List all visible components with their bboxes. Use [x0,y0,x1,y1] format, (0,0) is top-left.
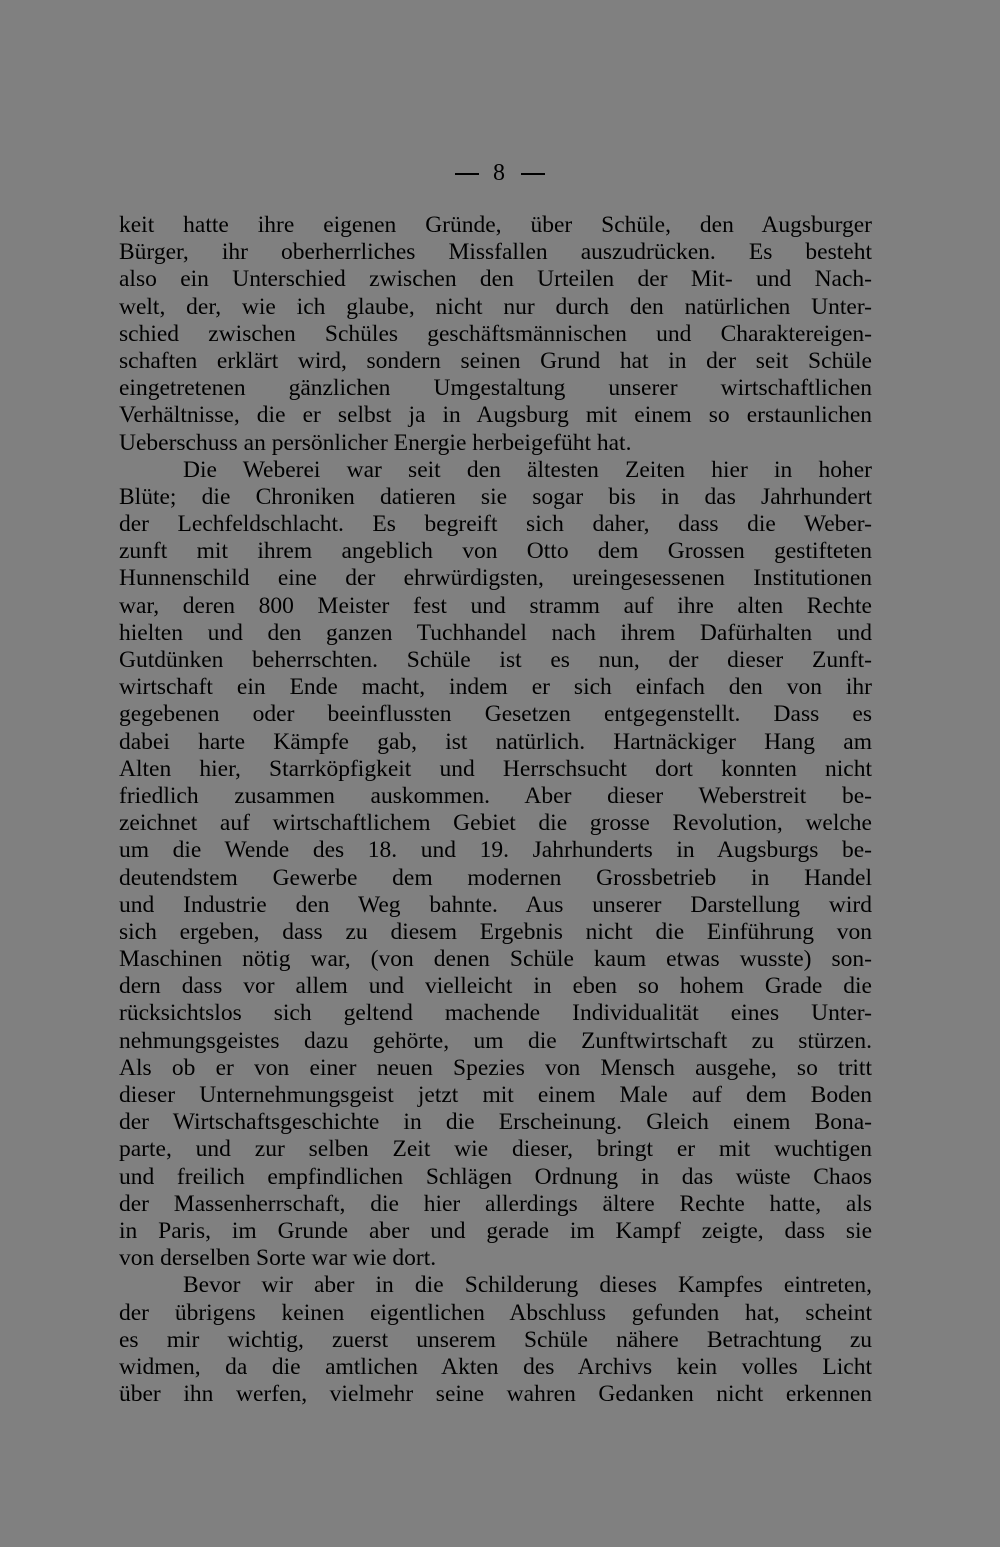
text-line: deutendstem Gewerbe dem modernen Grossbetrieb in Handel [119,864,872,891]
text-line: der Wirtschaftsgeschichte in die Erscheinung. Gleich einem Bona- [119,1109,872,1136]
text-line: der Lechfeldschlacht. Es begreift sich daher, dass die Weber- [119,511,872,538]
text-line: Als ob er von einer neuen Spezies von Mensch ausgehe, so tritt [119,1054,872,1081]
text-line: Ueberschuss an persönlicher Energie herbeigefüht hat. [119,429,632,456]
text-line: zeichnet auf wirtschaftlichem Gebiet die grosse Revolution, welche [119,810,872,837]
text-line: parte, und zur selben Zeit wie dieser, bringt er mit wuchtigen [119,1136,872,1163]
text-line: rücksichtslos sich geltend machende Individualität eines Unter- [119,1000,872,1027]
text-line: friedlich zusammen auskommen. Aber dieser Weberstreit be- [119,782,872,809]
body-text [119,212,872,1408]
text-line: und freilich empfindlichen Schlägen Ordnung in das wüste Chaos [119,1163,872,1190]
text-line: wirtschaft ein Ende macht, indem er sich einfach den von ihr [119,674,872,701]
text-line: um die Wende des 18. und 19. Jahrhunderts in Augsburgs be- [119,837,872,864]
text-line: eingetretenen gänzlichen Umgestaltung unserer wirtschaftlichen [119,375,872,402]
text-line: Maschinen nötig war, (von denen Schüle kaum etwas wusste) son- [119,946,872,973]
text-line: dern dass vor allem und vielleicht in eben so hohem Grade die [119,973,872,1000]
text-line: widmen, da die amtlichen Akten des Archivs kein volles Licht [119,1353,872,1380]
text-line: über ihn werfen, vielmehr seine wahren Gedanken nicht erkennen [119,1381,872,1408]
text-line: Verhältnisse, die er selbst ja in Augsburg mit einem so erstaunlichen [119,402,872,429]
text-line: Bevor wir aber in die Schilderung dieses Kampfes eintreten, [183,1272,872,1299]
text-line: nehmungsgeistes dazu gehörte, um die Zunftwirtschaft zu stürzen. [119,1027,872,1054]
page-number-value: 8 [493,160,507,186]
text-line: der übrigens keinen eigentlichen Abschluss gefunden hat, scheint [119,1299,872,1326]
text-line: Die Weberei war seit den ältesten Zeiten hier in hoher [183,456,872,483]
text-line: dieser Unternehmungsgeist jetzt mit einem Male auf dem Boden [119,1082,872,1108]
text-line: Bürger, ihr oberherrliches Missfallen auszudrücken. Es besteht [119,239,872,266]
text-line: Gutdünken beherrschten. Schüle ist es nun, der dieser Zunft- [119,647,872,673]
text-line: war, deren 800 Meister fest und stramm auf ihre alten Rechte [119,592,872,619]
page-number-dash-right [521,173,545,175]
text-line: sich ergeben, dass zu diesem Ergebnis nicht die Einführung von [119,918,872,945]
text-line: Hunnenschild eine der ehrwürdigsten, ureingesessenen Institutionen [119,565,872,592]
text-line: hielten und den ganzen Tuchhandel nach ihrem Dafürhalten und [119,619,872,646]
page-number-dash-left [455,173,479,175]
text-line: schied zwischen Schüles geschäftsmännischen und Charaktereigen- [119,320,872,347]
text-line: zunft mit ihrem angeblich von Otto dem Grossen gestifteten [119,538,872,565]
text-line: keit hatte ihre eigenen Gründe, über Schüle, den Augsburger [119,212,872,238]
text-line: der Massenherrschaft, die hier allerdings ältere Rechte hatte, als [119,1190,872,1217]
text-line: von derselben Sorte war wie dort. [119,1245,437,1272]
text-line: dabei harte Kämpfe gab, ist natürlich. Hartnäckiger Hang am [119,728,872,755]
text-line: es mir wichtig, zuerst unserem Schüle nähere Betrachtung zu [119,1326,872,1353]
text-line: schaften erklärt wird, sondern seinen Grund hat in der seit Schüle [119,347,872,374]
text-line: gegebenen oder beeinflussten Gesetzen entgegenstellt. Dass es [119,701,872,728]
text-line: in Paris, im Grunde aber und gerade im Kampf zeigte, dass sie [119,1217,872,1244]
text-line: also ein Unterschied zwischen den Urteilen der Mit- und Nach- [119,266,872,293]
text-line: welt, der, wie ich glaube, nicht nur durch den natürlichen Unter- [119,293,872,320]
text-line: Alten hier, Starrköpfigkeit und Herrschsucht dort konnten nicht [119,755,872,782]
text-line: Blüte; die Chroniken datieren sie sogar bis in das Jahrhundert [119,483,872,510]
text-line: und Industrie den Weg bahnte. Aus unserer Darstellung wird [119,891,872,918]
page-number [0,158,1000,188]
